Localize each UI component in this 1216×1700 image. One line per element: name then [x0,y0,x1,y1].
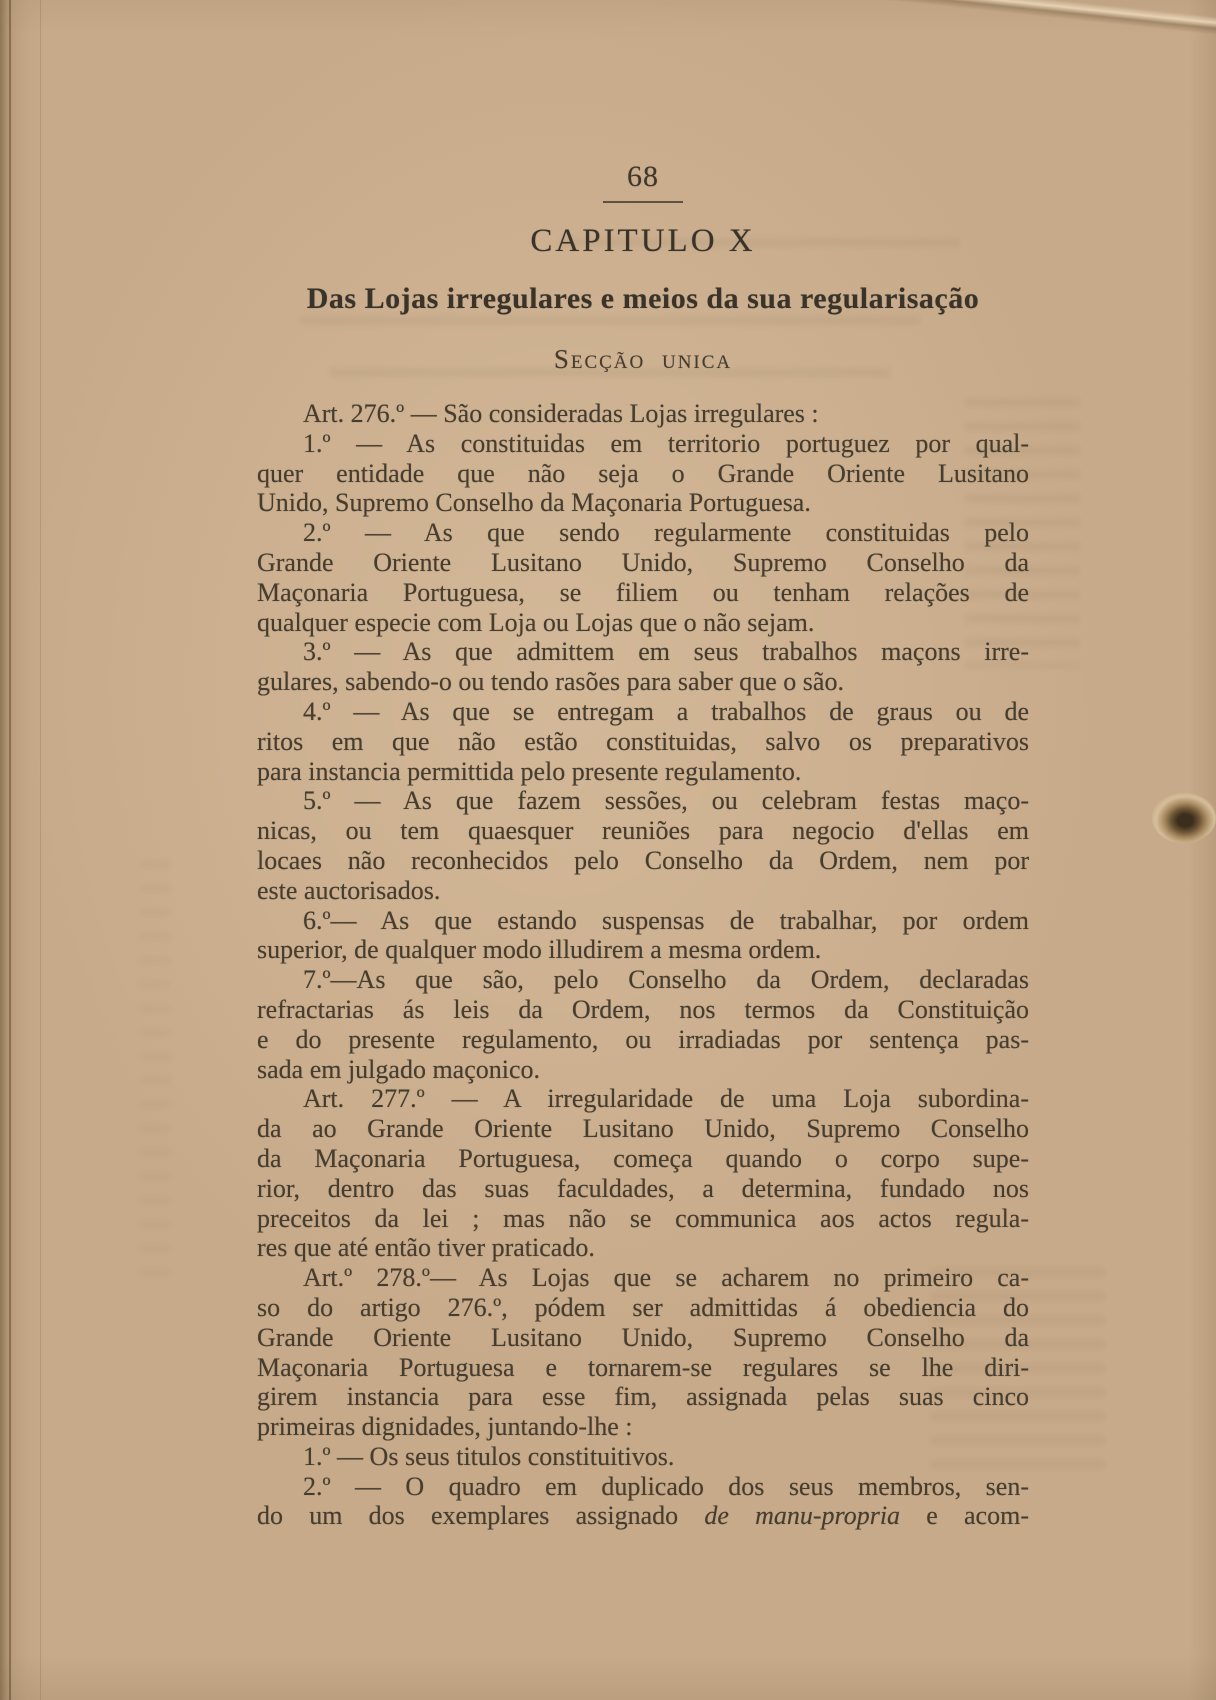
text-line: primeiras dignidades, juntando-lhe : [257,1412,633,1442]
text-line: locaes não reconhecidos pelo Conselho da Ordem, nem por [257,845,1029,875]
text-line: res que até então tiver praticado. [257,1233,595,1263]
binding-edge-line-faint [40,0,41,1700]
chapter-heading: CAPITULO X [530,223,756,259]
text-line: girem instancia para esse fim, assignada pelas suas cinco [257,1382,1029,1412]
text-line: Art. 276.º — São consideradas Lojas irregulares : [303,399,819,428]
text-line: gulares, sabendo-o ou tendo rasões para saber que o são. [257,667,844,697]
text-line: Maçonaria Portuguesa, se filiem ou tenham relações de [257,577,1029,607]
text-line: rior, dentro das suas faculdades, a determina, fundado nos [257,1173,1029,1203]
text-line: 4.º — As que se entregam a trabalhos de graus ou de [303,696,1029,726]
show-through-ghost [140,860,170,1280]
text-line: Maçonaria Portuguesa e tornarem-se regulares se lhe diri- [257,1352,1029,1382]
text-line: sada em julgado maçonico. [257,1054,541,1084]
text-line: 1.º — Os seus titulos constituitivos. [303,1441,675,1471]
chapter-title: Das Lojas irregulares e meios da sua regularisação [306,282,980,315]
text-line: 3.º — As que admittem em seus trabalhos maçons irre- [303,637,1029,667]
text-line: do um dos exemplares assignado de manu-propria e acom- [257,1501,1029,1531]
page-number: 68 [627,160,659,193]
text-line: Art.º 278.º— As Lojas que se acharem no primeiro ca- [303,1263,1029,1293]
text-line: da Maçonaria Portuguesa, começa quando o corpo supe- [257,1143,1029,1173]
binding-edge-line [9,0,11,1700]
text-line: da ao Grande Oriente Lusitano Unido, Supremo Conselho [257,1114,1029,1144]
text-line: so do artigo 276.º, pódem ser admittidas á obediencia do [257,1292,1029,1322]
text-line: nicas, ou tem quaesquer reuniões para negocio d'ellas em [257,816,1029,846]
text-line: Unido, Supremo Conselho da Maçonaria Portuguesa. [257,488,811,518]
text-line: Grande Oriente Lusitano Unido, Supremo Conselho da [257,547,1029,577]
page-header [257,160,1029,375]
text-line: 5.º — As que fazem sessões, ou celebram festas maço- [303,786,1029,816]
text-line: Art. 277.º — A irregularidade de uma Loja subordina- [303,1084,1029,1114]
text-line: 2.º — As que sendo regularmente constituidas pelo [303,518,1029,548]
section-heading: Secção unica [553,344,733,374]
body-text [257,399,1029,1531]
text-line: superior, de qualquer modo illudirem a mesma ordem. [257,935,822,965]
text-line: preceitos da lei ; mas não se communica aos actos regula- [257,1203,1029,1233]
text-line: quer entidade que não seja o Grande Oriente Lusitano [257,458,1029,488]
text-line: para instancia permittida pelo presente regulamento. [257,756,802,786]
text-line: Grande Oriente Lusitano Unido, Supremo Conselho da [257,1322,1029,1352]
corner-crease [835,0,1216,52]
text-line: 7.º—As que são, pelo Conselho da Ordem, declaradas [303,965,1029,995]
ink-stain [1152,793,1216,843]
text-line: 6.º— As que estando suspensas de trabalhar, por ordem [303,905,1029,935]
text-line: 2.º — O quadro em duplicado dos seus membros, sen- [303,1471,1029,1501]
text-line: 1.º — As constituidas em territorio portuguez por qual- [303,428,1029,458]
text-line: refractarias ás leis da Ordem, nos termos da Constituição [257,994,1029,1024]
text-line: ritos em que não estão constituidas, salvo os preparativos [257,726,1029,756]
text-line: este auctorisados. [257,875,441,905]
text-line: e do presente regulamento, ou irradiadas por sentença pas- [257,1024,1029,1054]
page-number-rule [603,201,683,203]
italic-phrase: de manu-propria [704,1501,901,1531]
text-line: qualquer especie com Loja ou Lojas que o não sejam. [257,607,815,637]
